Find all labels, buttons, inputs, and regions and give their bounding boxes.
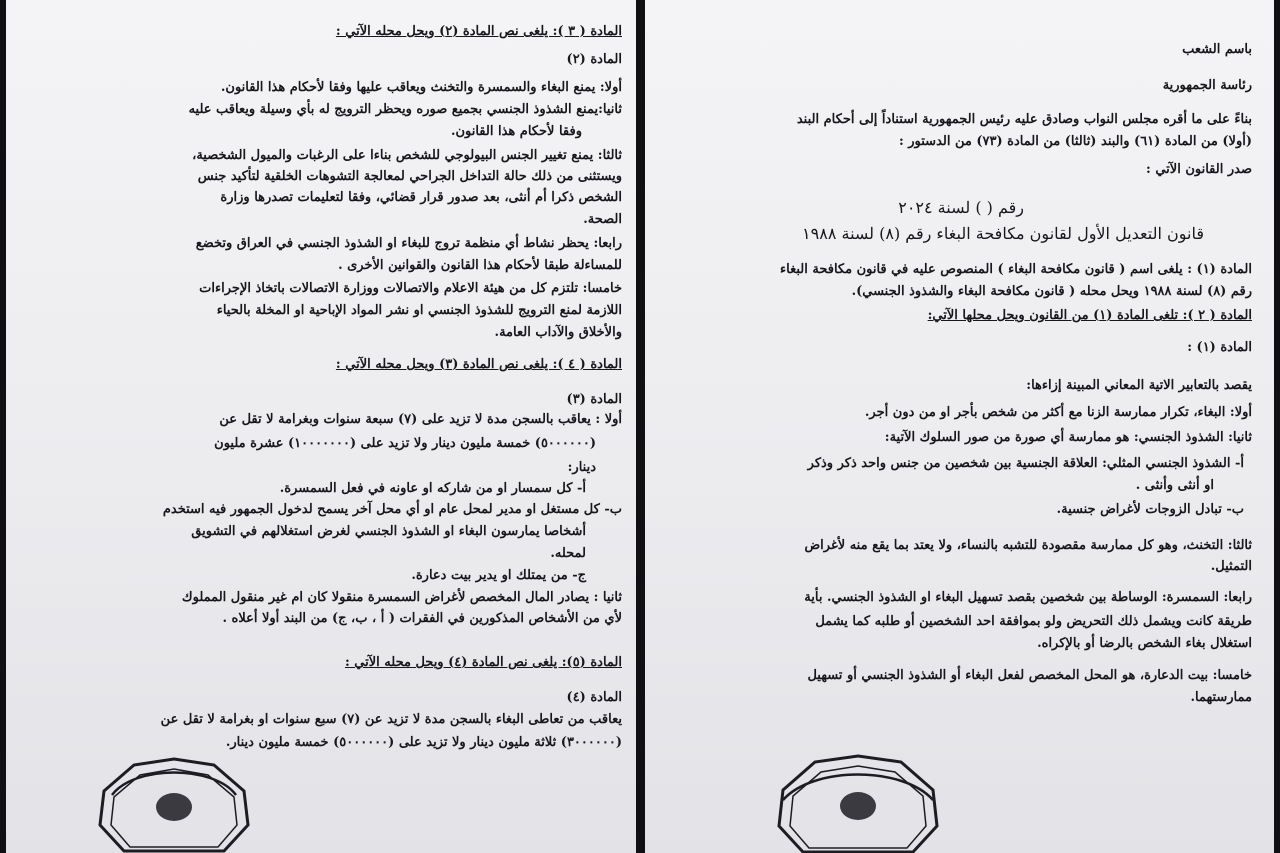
article-2-header: المادة ( ٢ ): تلغى المادة (١) من القانون ويحل محلها الآتي: [927, 308, 1252, 323]
clause-second-line-2: وفقا لأحكام هذا القانون. [450, 124, 582, 139]
penalty-item-b-line-3: لمحله. [550, 546, 586, 561]
penalty-item-a: أ- كل سمسار او من شاركه او عاونه في فعل السمسرة. [279, 481, 586, 496]
in-the-name-of-people: باسم الشعب [1182, 42, 1252, 57]
article-1-line-2: رقم (٨) لسنة ١٩٨٨ ويحل محله ( قانون مكافحة البغاء والشذوذ الجنسي). [851, 284, 1252, 299]
article-1-line-1: المادة (١) : يلغى اسم ( قانون مكافحة البغاء ) المنصوص عليه في قانون مكافحة البغاء [780, 262, 1252, 277]
document-page-right [645, 0, 1274, 853]
definition-fifth-line-1: خامسا: بيت الدعارة، هو المحل المخصص لفعل البغاء أو الشذوذ الجنسي أو تسهيل [807, 668, 1252, 683]
clause-first: أولا: يمنع البغاء والسمسرة والتخنث ويعاقب عليها وفقا لأحكام هذا القانون. [220, 80, 622, 95]
article-4-header: المادة ( ٤ ): يلغى نص المادة (٣) ويحل محله الآتي : [335, 357, 622, 372]
clause-third-line-2: ويستثنى من ذلك حالة التداخل الجراحي لمعالجة التشوهات الخلقية لتأكيد جنس [197, 169, 622, 184]
clause-fifth-line-1: خامسا: تلتزم كل من هيئة الاعلام والاتصالات ووزارة الاتصالات باتخاذ الإجراءات [199, 281, 622, 296]
clause-third-line-4: الصحة. [583, 212, 622, 227]
law-number: رقم ( ) لسنة ٢٠٢٤ [898, 198, 1024, 217]
definition-third-line-1: ثالثا: التخنث، وهو كل ممارسة مقصودة للتشبه بالنساء، ولا يعتد بما يقع منه لأغراض [804, 538, 1252, 553]
prostitution-penalty-line-2: (٣٠٠٠٠٠٠) ثلاثة مليون دينار ولا تزيد على (٥٠٠٠٠٠٠) خمسة مليون دينار. [225, 735, 622, 750]
definitions-intro: يقصد بالتعابير الاتية المعاني المبينة إزاءها: [1026, 378, 1252, 393]
penalty-second-line-2: لأي من الأشخاص المذكورين في الفقرات ( أ ، ب، ج) من البند أولا أعلاه . [222, 611, 622, 626]
prostitution-penalty-line-1: يعاقب من تعاطى البغاء بالسجن مدة لا تزيد عن (٧) سبع سنوات او بغرامة لا تقل عن [160, 712, 622, 727]
article-1-title: المادة (١) : [1187, 340, 1252, 355]
law-title: قانون التعديل الأول لقانون مكافحة البغاء رقم (٨) لسنة ١٩٨٨ [802, 224, 1204, 243]
article-3-header: المادة ( ٣ ): يلغى نص المادة (٢) ويحل محله الآتي : [335, 24, 622, 39]
article-4-title: المادة (٤) [566, 690, 622, 705]
clause-second-line-1: ثانيا:يمنع الشذوذ الجنسي بجميع صوره ويحظر الترويج له بأي وسيلة ويعاقب عليه [188, 102, 622, 117]
parliament-seal-right [773, 752, 943, 853]
penalty-first-line-2: (٥٠٠٠٠٠٠) خمسة مليون دينار ولا تزيد على (١٠٠٠٠٠٠٠) عشرة مليون [214, 436, 596, 451]
penalty-item-b-line-2: أشخاصا يمارسون البغاء او الشذوذ الجنسي لغرض استغلالهم في التشويق [191, 524, 586, 539]
definition-second-a-line-1: أ- الشذوذ الجنسي المثلي: العلاقة الجنسية بين شخصين من جنس واحد ذكر وذكر [807, 456, 1244, 471]
definition-third-line-2: التمثيل. [1210, 559, 1252, 574]
definition-second-b: ب- تبادل الزوجات لأغراض جنسية. [1056, 502, 1244, 517]
definition-fifth-line-2: ممارستهما. [1190, 690, 1252, 705]
penalty-first-line-1: أولا : يعاقب بالسجن مدة لا تزيد على (٧) سبعة سنوات وبغرامة لا تقل عن [219, 412, 622, 427]
preamble-line-1: بناءً على ما أقره مجلس النواب وصادق عليه رئيس الجمهورية استناداً إلى أحكام البند [796, 112, 1252, 127]
penalty-first-line-3: دينار: [567, 460, 596, 475]
article-5-header: المادة (٥): يلغى نص المادة (٤) ويحل محله الآتي : [344, 655, 622, 670]
definition-second-a-line-2: او أنثى وأنثى . [1135, 478, 1214, 493]
definition-second: ثانيا: الشذوذ الجنسي: هو ممارسة أي صورة من صور السلوك الآتية: [884, 430, 1252, 445]
penalty-second-line-1: ثانيا : يصادر المال المخصص لأغراض السمسرة منقولا كان ام غير منقول المملوك [181, 590, 622, 605]
clause-third-line-3: الشخص ذكرا أم أنثى، بعد صدور قرار قضائي، وفقا لتعليمات تصدرها وزارة [220, 190, 622, 205]
parliament-seal-left [94, 755, 254, 853]
clause-fourth-line-2: للمساءلة طبقا لأحكام هذا القانون والقوانين الأخرى . [338, 258, 622, 273]
definition-fourth-line-1: رابعا: السمسرة: الوساطة بين شخصين بقصد تسهيل البغاء او الشذوذ الجنسي. بأية [804, 590, 1252, 605]
definition-fourth-line-3: استغلال بغاء الشخص بالرضا أو بالإكراه. [1037, 636, 1252, 651]
presidency-heading: رئاسة الجمهورية [1162, 78, 1252, 93]
clause-fourth-line-1: رابعا: يحظر نشاط أي منظمة تروج للبغاء او الشذوذ الجنسي في العراق وتخضع [195, 236, 622, 251]
preamble-line-2: (أولا) من المادة (٦١) والبند (ثالثا) من المادة (٧٣) من الدستور : [898, 134, 1252, 149]
clause-fifth-line-2: اللازمة لمنع الترويج للشذوذ الجنسي او نشر المواد الإباحية او المخلة بالحياء [216, 303, 622, 318]
penalty-item-b-line-1: ب- كل مستغل او مدير لمحل عام او أي محل آخر يسمح لدخول الجمهور فيه استخدم [162, 502, 622, 517]
definition-first: أولا: البغاء، تكرار ممارسة الزنا مع أكثر من شخص بأجر او من دون أجر. [864, 405, 1252, 420]
article-3-title: المادة (٣) [566, 392, 622, 407]
clause-fifth-line-3: والأخلاق والآداب العامة. [494, 325, 622, 340]
penalty-item-c: ج- من يمتلك او يدير بيت دعارة. [411, 568, 586, 583]
clause-third-line-1: ثالثا: يمنع تغيير الجنس البيولوجي للشخص بناءا على الرغبات والميول الشخصية، [192, 148, 622, 163]
definition-fourth-line-2: طريقة كانت ويشمل ذلك التحريض ولو بموافقة احد الشخصين أو طلبه كما يشمل [815, 614, 1252, 629]
law-issued: صدر القانون الآتي : [1146, 162, 1252, 177]
document-page-left [6, 0, 636, 853]
article-2-title: المادة (٢) [566, 52, 622, 67]
